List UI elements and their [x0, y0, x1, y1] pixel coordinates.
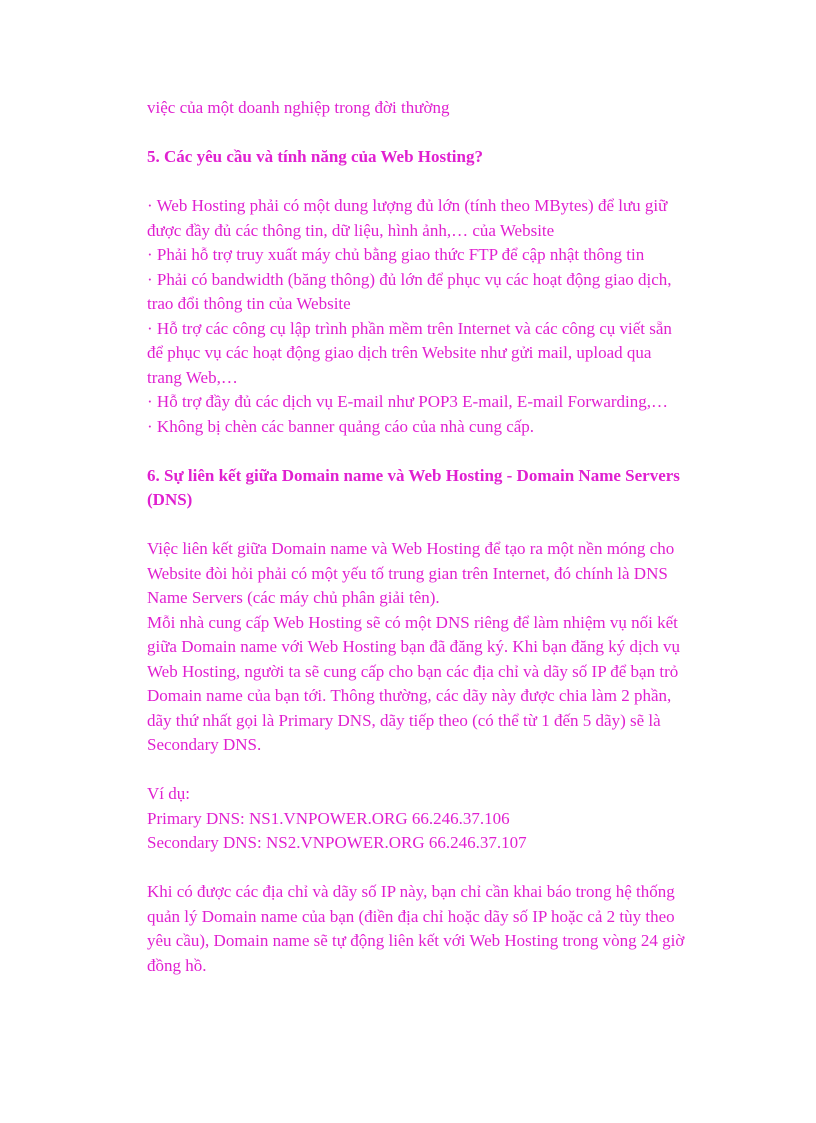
- spacer: [147, 856, 687, 881]
- example-label: Ví dụ:: [147, 784, 190, 803]
- document-page: [147, 96, 687, 978]
- spacer: [147, 121, 687, 146]
- spacer: [147, 758, 687, 783]
- bullet-item: · Không bị chèn các banner quảng cáo của nhà cung cấp.: [147, 416, 535, 436]
- spacer: [147, 513, 687, 538]
- paragraph: Việc liên kết giữa Domain name và Web Hosting để tạo ra một nền móng cho Website đòi hỏi phải có một yếu tố trung gian trên Internet, đó chính là DNS Name Servers (các máy chủ phân giải tên).: [147, 539, 675, 607]
- intro-text: việc của một doanh nghiệp trong đời thường: [147, 98, 450, 117]
- bullet-item: · Hỗ trợ đầy đủ các dịch vụ E-mail như POP3 E-mail, E-mail Forwarding,…: [147, 392, 669, 411]
- bullet-item: · Web Hosting phải có một dung lượng đủ lớn (tính theo MBytes) để lưu giữ được đầy đủ các thông tin, dữ liệu, hình ảnh,… của Website: [147, 196, 668, 240]
- bullet-item: · Phải có bandwidth (băng thông) đủ lớn để phục vụ các hoạt động giao dịch, trao đổi thông tin của Website: [147, 269, 672, 313]
- paragraph: Mỗi nhà cung cấp Web Hosting sẽ có một DNS riêng để làm nhiệm vụ nối kết giữa Domain name với Web Hosting bạn đã đăng ký. Khi bạn đăng ký dịch vụ Web Hosting, người ta sẽ cung cấp cho bạn các địa chỉ và dãy số IP để bạn trỏ Domain name của bạn tới. Thông thường, các dãy này được chia làm 2 phần, dãy thứ nhất gọi là Primary DNS, dãy tiếp theo (có thể từ 1 đến 5 dãy) sẽ là Secondary DNS.: [147, 612, 681, 754]
- secondary-dns-line: Secondary DNS: NS2.VNPOWER.ORG 66.246.37.107: [147, 833, 527, 852]
- spacer: [147, 170, 687, 195]
- paragraph: Khi có được các địa chỉ và dãy số IP này, bạn chỉ cần khai báo trong hệ thống quản lý Domain name của bạn (điền địa chỉ hoặc dãy số IP hoặc cả 2 tùy theo yêu cầu), Domain name sẽ tự động liên kết với Web Hosting trong vòng 24 giờ đồng hồ.: [147, 882, 685, 975]
- spacer: [147, 439, 687, 464]
- section-6-heading: 6. Sự liên kết giữa Domain name và Web Hosting - Domain Name Servers (DNS): [147, 465, 680, 509]
- primary-dns-line: Primary DNS: NS1.VNPOWER.ORG 66.246.37.106: [147, 808, 510, 828]
- section-5-heading: 5. Các yêu cầu và tính năng của Web Hosting?: [147, 147, 483, 166]
- bullet-item: · Hỗ trợ các công cụ lập trình phần mềm trên Internet và các công cụ viết sẵn để phục vụ các hoạt động giao dịch trên Website như gửi mail, upload qua trang Web,…: [147, 318, 672, 387]
- bullet-item: · Phải hỗ trợ truy xuất máy chủ bằng giao thức FTP để cập nhật thông tin: [147, 245, 645, 264]
